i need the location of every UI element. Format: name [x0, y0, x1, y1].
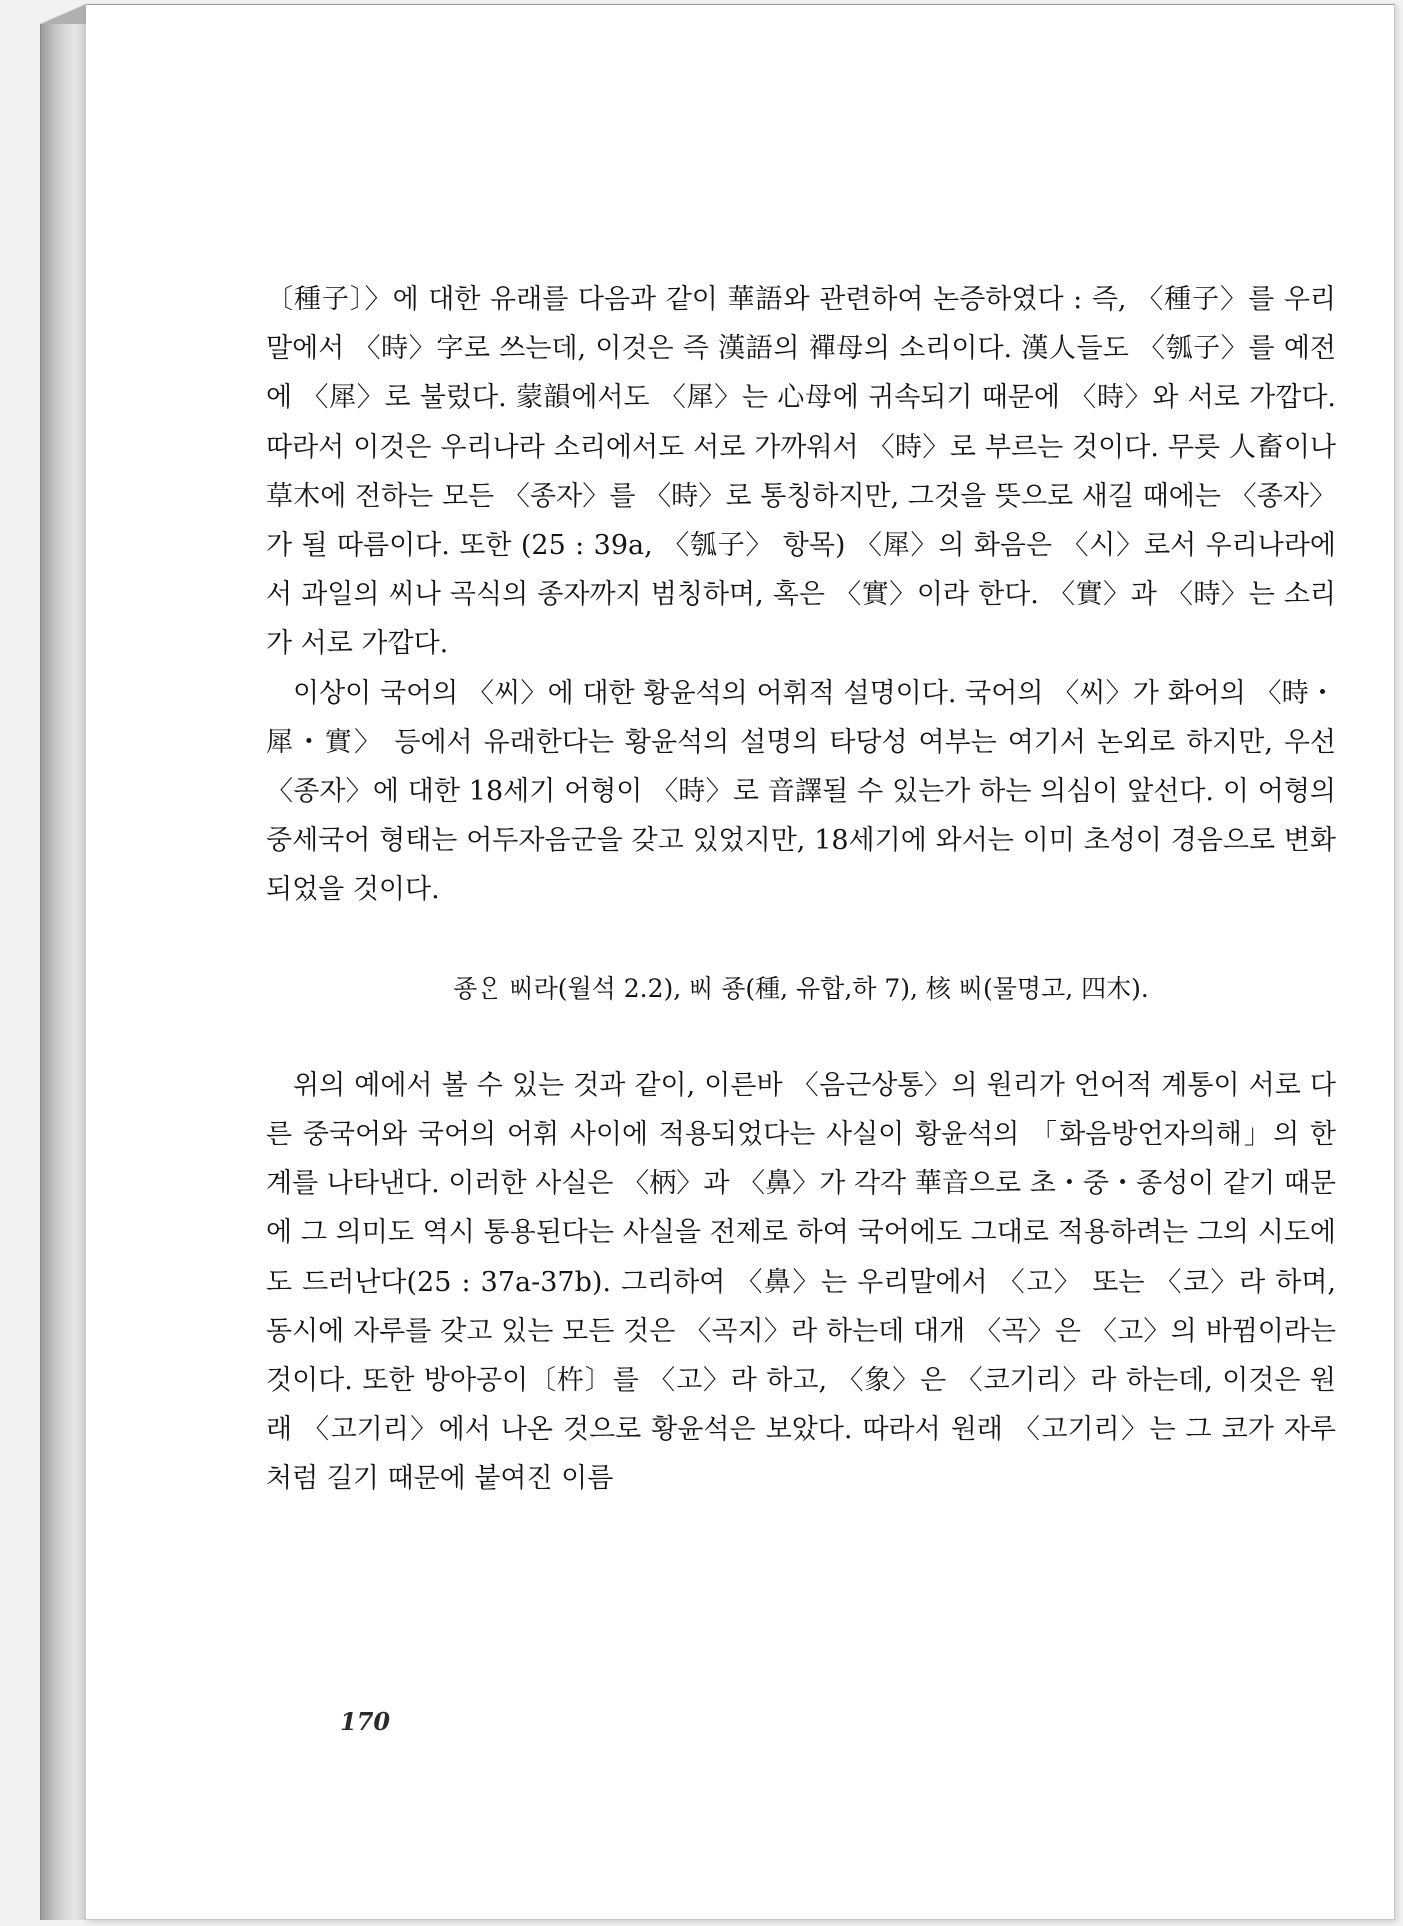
- paragraph-discussion: 이상이 국어의 〈씨〉에 대한 황윤석의 어휘적 설명이다. 국어의 〈씨〉가 화어의 〈時・犀・實〉 등에서 유래한다는 황윤석의 설명의 타당성 여부는 여기서 논외로 하지만, 우선 〈종자〉에 대한 18세기 어형이 〈時〉로 音譯될 수 있는가 하는 의심이 앞선다. 이 어형의 중세국어 형태는 어두자음군을 갖고 있었지만, 18세기에 와서는 이미 초성이 경음으로 변화되었을 것이다.: [266, 677, 1336, 906]
- book: [40, 4, 1395, 1920]
- book-spine: [40, 4, 86, 1920]
- page-number: 170: [340, 1707, 391, 1736]
- paragraph-quote: 〔種子〕〉에 대한 유래를 다음과 같이 華語와 관련하여 논증하였다 : 즉, 〈種子〉를 우리 말에서 〈時〉字로 쓰는데, 이것은 즉 漢語의 禪母의 소리이다. 漢人들도 〈瓠子〉를 예전에 〈犀〉로 불렀다. 蒙韻에서도 〈犀〉는 心母에 귀속되기 때문에 〈時〉와 서로 가깝다. 따라서 이것은 우리나라 소리에서도 서로 가까워서 〈時〉로 부르는 것이다. 무릇 人畜이나 草木에 전하는 모든 〈종자〉를 〈時〉로 통칭하지만, 그것을 뜻으로 새길 때에는 〈종자〉가 될 따름이다. 또한 (25 : 39a, 〈瓠子〉 항목) 〈犀〉의 화음은 〈시〉로서 우리나라에서 과일의 씨나 곡식의 종자까지 범칭하며, 혹은 〈實〉이라 한다. 〈實〉과 〈時〉는 소리가 서로 가깝다.: [266, 284, 1336, 660]
- paragraph-analysis: 위의 예에서 볼 수 있는 것과 같이, 이른바 〈음근상통〉의 원리가 언어적 계통이 서로 다른 중국어와 국어의 어휘 사이에 적용되었다는 사실이 황윤석의 「화음방언자의해」의 한계를 나타낸다. 이러한 사실은 〈柄〉과 〈鼻〉가 각각 華音으로 초・중・종성이 같기 때문에 그 의미도 역시 통용된다는 사실을 전제로 하여 국어에도 그대로 적용하려는 그의 시도에도 드러난다(25 : 37a-37b). 그리하여 〈鼻〉는 우리말에서 〈고〉 또는 〈코〉라 하며, 동시에 자루를 갖고 있는 모든 것은 〈곡지〉라 하는데 대개 〈곡〉은 〈고〉의 바뀜이라는 것이다. 또한 방아공이〔杵〕를 〈고〉라 하고, 〈象〉은 〈코기리〉라 하는데, 이것은 원래 〈고기리〉에서 나온 것으로 황윤석은 보았다. 따라서 원래 〈고기리〉는 그 코가 자루처럼 길기 때문에 붙여진 이름: [266, 1069, 1336, 1495]
- book-spine-corner: [40, 4, 86, 24]
- example-citation: 죵ᄋᆞᆫ ᄡᅵ라(월석 2.2), ᄡᅵ 죵(種, 유합,하 7), 核 ᄡᅵ(물명고, 四木).: [453, 973, 1149, 1003]
- page-body: [266, 275, 1336, 1504]
- book-page: [86, 4, 1395, 1920]
